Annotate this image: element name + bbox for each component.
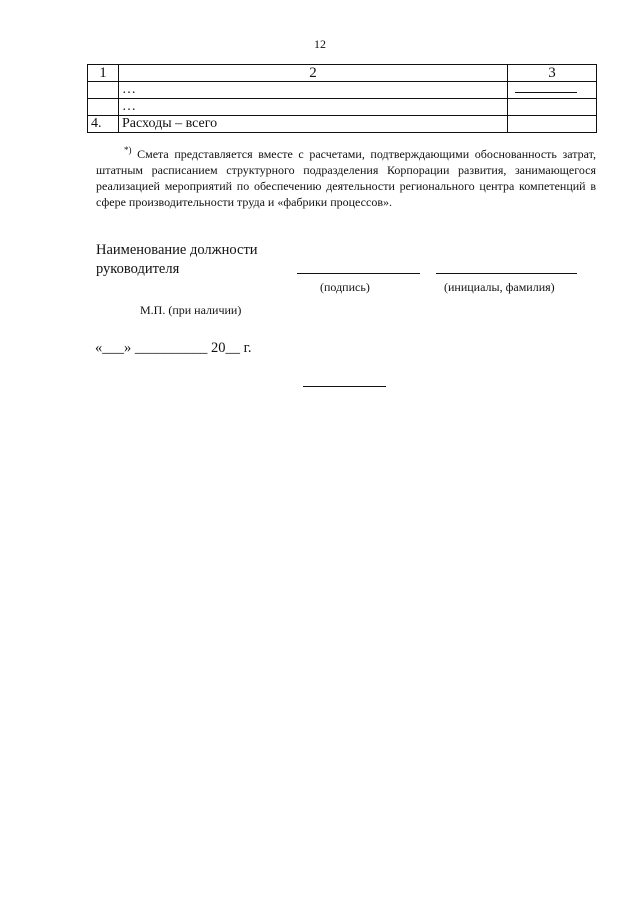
name-line xyxy=(436,273,577,274)
footnote xyxy=(96,146,596,210)
total-number-cell: 4. xyxy=(88,116,119,133)
date-line: «___» __________ 20__ г. xyxy=(95,340,252,356)
row-number-cell xyxy=(88,82,119,99)
row-number-cell xyxy=(88,99,119,116)
row-value-cell xyxy=(508,82,597,99)
header-cell-1: 1 xyxy=(88,65,119,82)
total-value-cell xyxy=(508,116,597,133)
footnote-text: Смета представляется вместе с расчетами, подтверждающими обоснованность затрат, штатным расписанием структурного подразделения Корпорации развития, занимающегося реализацией мероприятий по обеспечению деятельности регионального центра компетенций в сфере производительности труда и «фабрики процессов». xyxy=(96,147,596,209)
total-label-cell: Расходы – всего xyxy=(119,116,508,133)
name-label: (инициалы, фамилия) xyxy=(444,280,555,294)
signature-line xyxy=(297,273,420,274)
blank-line xyxy=(515,84,577,93)
signature-label: (подпись) xyxy=(320,280,370,294)
table-row xyxy=(88,82,597,99)
position-title xyxy=(96,241,258,279)
position-title-line2: руководителя xyxy=(96,261,180,277)
page-number: 12 xyxy=(314,37,326,51)
position-title-line1: Наименование должности xyxy=(96,242,258,258)
row-label-cell: … xyxy=(119,99,508,116)
footnote-mark: *) xyxy=(124,145,132,155)
row-label-cell: … xyxy=(119,82,508,99)
end-rule xyxy=(303,386,386,387)
header-cell-3: 3 xyxy=(508,65,597,82)
table-total-row xyxy=(88,116,597,133)
stamp-label: М.П. (при наличии) xyxy=(140,303,242,317)
header-cell-2: 2 xyxy=(119,65,508,82)
table-header-row xyxy=(88,65,597,82)
table-row xyxy=(88,99,597,116)
row-value-cell xyxy=(508,99,597,116)
estimate-table xyxy=(87,64,597,133)
